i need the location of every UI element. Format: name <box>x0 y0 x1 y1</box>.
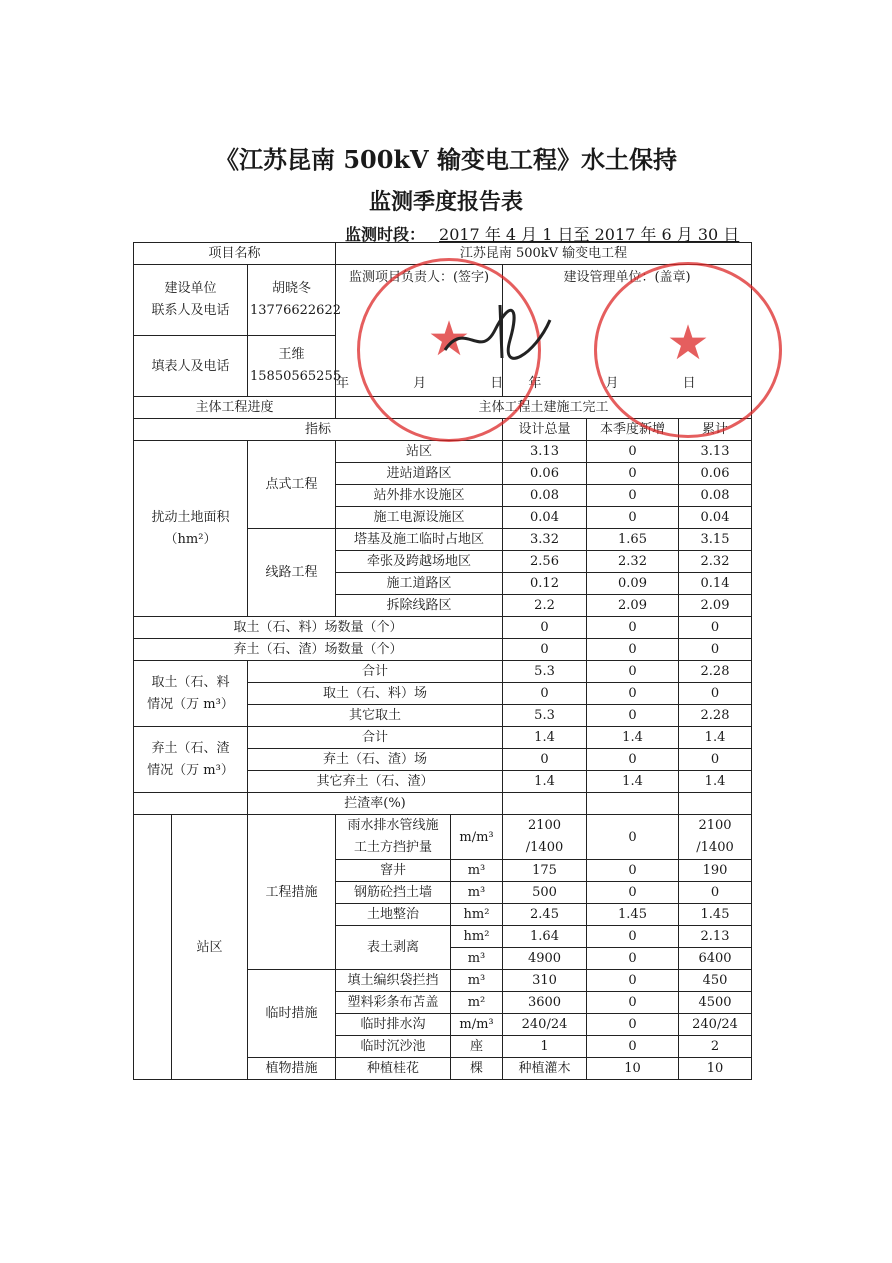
line-project-label: 线路工程 <box>248 529 336 617</box>
build-mgmt-date: 年 月 日 <box>528 376 726 391</box>
table-row: 弃土（石、渣）场数量（个） 0 0 0 <box>134 639 752 661</box>
progress-row <box>134 397 752 419</box>
project-name-value: 江苏昆南 500kV 输变电工程 <box>336 243 752 265</box>
project-name-label: 项目名称 <box>134 243 336 265</box>
builder-label: 建设单位 联系人及电话 <box>134 265 248 336</box>
table-row: 站区 工程措施 雨水排水管线施 工土方挡护量 m/m³ 2100 /1400 0 2100 /1400 <box>134 815 752 860</box>
table-row: 拆除线路区 2.2 2.09 2.09 <box>134 595 752 617</box>
temporary-measures-label: 临时措施 <box>248 970 336 1058</box>
table-row: m³ 4900 0 6400 <box>134 948 752 970</box>
design-header: 设计总量 <box>503 419 587 441</box>
document-subtitle: 监测季度报告表 <box>368 189 523 215</box>
table-row: 窨井 m³ 175 0 190 <box>134 860 752 882</box>
table-row: 塑料彩条布苫盖 m² 3600 0 4500 <box>134 992 752 1014</box>
filler-label: 填表人及电话 <box>134 336 248 397</box>
report-table <box>133 242 752 1080</box>
table-row: 扰动土地面积 （hm²） 点式工程 站区 3.13 0 3.13 <box>134 441 752 463</box>
table-row: 临时沉沙池 座 1 0 2 <box>134 1036 752 1058</box>
filler-phone: 15850565255 <box>250 369 341 384</box>
monitor-date: 年 月 日 <box>336 376 534 391</box>
engineering-measures-label: 工程措施 <box>248 815 336 970</box>
borrow-label: 取土（石、料 情况（万 m³） <box>134 661 248 727</box>
table-row: 临时措施 填土编织袋拦挡 m³ 310 0 450 <box>134 970 752 992</box>
table-row: 取土（石、料）场 0 0 0 <box>134 683 752 705</box>
table-row: 站外排水设施区 0.08 0 0.08 <box>134 485 752 507</box>
builder-row <box>134 265 752 336</box>
table-row: 施工电源设施区 0.04 0 0.04 <box>134 507 752 529</box>
monitor-head-signature-cell <box>336 265 534 397</box>
table-row <box>134 793 752 815</box>
table-row: 取土（石、料）场数量（个） 0 0 0 <box>134 617 752 639</box>
project-name-row <box>134 243 752 265</box>
table-row: 线路工程 塔基及施工临时占地区 3.32 1.65 3.15 <box>134 529 752 551</box>
monitor-head-label: 监测项目负责人：(签字) <box>348 270 490 285</box>
point-project-label: 点式工程 <box>248 441 336 529</box>
filler-person: 王维 <box>278 347 305 362</box>
table-row: 牵张及跨越场地区 2.56 2.32 2.32 <box>134 551 752 573</box>
indicator-header: 指标 <box>134 419 503 441</box>
table-row: 其它取土 5.3 0 2.28 <box>134 705 752 727</box>
table-row: 植物措施 种植桂花 棵 种植灌木 10 10 <box>134 1058 752 1080</box>
table-row: 施工道路区 0.12 0.09 0.14 <box>134 573 752 595</box>
progress-label: 主体工程进度 <box>134 397 336 419</box>
table-row: 其它弃土（石、渣） 1.4 1.4 1.4 <box>134 771 752 793</box>
table-row: 表土剥离 hm² 1.64 0 2.13 <box>134 926 752 948</box>
table-row: 弃土（石、渣 情况（万 m³） 合计 1.4 1.4 1.4 <box>134 727 752 749</box>
builder-person: 胡晓冬 <box>272 281 312 296</box>
builder-phone: 13776622622 <box>250 303 341 318</box>
topsoil-label: 表土剥离 <box>336 926 451 970</box>
site-label: 站区 <box>172 815 248 1080</box>
build-mgmt-label: 建设管理单位：(盖章) <box>563 270 691 285</box>
cum-header: 累计 <box>679 419 752 441</box>
retention-rate-label: 拦渣率(%) <box>248 793 503 815</box>
disturb-label: 扰动土地面积 （hm²） <box>134 441 248 617</box>
table-row: 临时排水沟 m/m³ 240/24 0 240/24 <box>134 1014 752 1036</box>
spoil-label: 弃土（石、渣 情况（万 m³） <box>134 727 248 793</box>
builder-contact <box>248 265 341 336</box>
build-mgmt-stamp-cell <box>503 265 752 397</box>
new-header: 本季度新增 <box>587 419 679 441</box>
period-value: 2017 年 4 月 1 日至 2017 年 6 月 30 日 <box>439 225 740 244</box>
star-icon: ★ <box>427 311 471 367</box>
column-header-row <box>134 419 752 441</box>
document-title: 《江苏昆南 500kV 输变电工程》水土保持 <box>214 145 678 174</box>
table-row: 土地整治 hm² 2.45 1.45 1.45 <box>134 904 752 926</box>
filler-contact <box>248 336 341 397</box>
star-icon: ★ <box>666 315 710 371</box>
plant-measures-label: 植物措施 <box>248 1058 336 1080</box>
period-label: 监测时段： <box>345 225 426 244</box>
table-row: 钢筋砼挡土墙 m³ 500 0 0 <box>134 882 752 904</box>
progress-value: 主体工程土建施工完工 <box>336 397 752 419</box>
table-row: 进站道路区 0.06 0 0.06 <box>134 463 752 485</box>
table-row: 取土（石、料 情况（万 m³） 合计 5.3 0 2.28 <box>134 661 752 683</box>
table-row: 弃土（石、渣）场 0 0 0 <box>134 749 752 771</box>
